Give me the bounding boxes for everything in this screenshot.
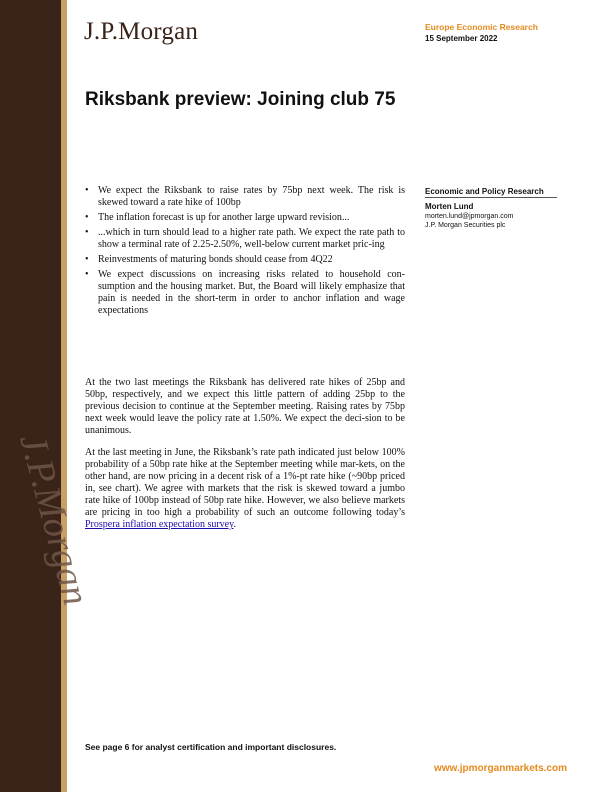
sidebar-stripe [61, 0, 67, 792]
analyst-email: morten.lund@jpmorgan.com [425, 213, 514, 220]
report-date: 15 September 2022 [425, 34, 498, 43]
body-paragraph-text: At the last meeting in June, the Riksbank’s rate path indicated just below 100% probability of a 50bp rate hike at the September meeting while mar-kets, on the other hand, are now pricing in a decent risk of a 1%-pt rate hike (~90bp priced in, see chart). We agree with markets that the risk is skewed toward a jumbo rate hike of 100bp instead of 50bp rate hike. However, we also believe markets are pricing in too high a probability of such an outcome following today’s [85, 447, 405, 518]
jpmorgan-logo: J.P.Morgan [84, 18, 199, 45]
body-paragraph: At the two last meetings the Riksbank has delivered rate hikes of 25bp and 50bp, respectively, and we expect this little pattern of adding 25bp to the previous decision to continue at the September meeting. Raising rates by 75bp next week would leave the policy rate at 1.50%. We expect the deci-sion to be unanimous. [85, 377, 405, 436]
department-label: Europe Economic Research [425, 22, 538, 32]
analyst-box [425, 187, 557, 230]
key-points-list [85, 185, 405, 320]
key-point-item: • Reinvestments of maturing bonds should cease from 4Q22 [85, 254, 405, 266]
disclosure-note: See page 6 for analyst certification and important disclosures. [85, 742, 337, 752]
website-link[interactable]: www.jpmorganmarkets.com [434, 763, 567, 774]
analyst-name: Morten Lund [425, 202, 474, 211]
body-text [85, 377, 405, 541]
analyst-firm: J.P. Morgan Securities plc [425, 222, 506, 229]
sidebar-watermark-text: J.P.Morgan [11, 429, 98, 610]
sidebar-watermark-logo [0, 429, 98, 690]
body-paragraph-end: . [233, 519, 236, 530]
key-point-item: • ...which in turn should lead to a higher rate path. We expect the rate path to show a terminal rate of 2.25-2.50%, well-below current market pric-ing [85, 227, 405, 251]
key-point-item: • We expect the Riksbank to raise rates by 75bp next week. The risk is skewed toward a rate hike of 100bp [85, 185, 405, 209]
analyst-section-heading: Economic and Policy Research [425, 187, 557, 198]
body-paragraph [85, 447, 405, 531]
prospera-survey-link[interactable]: Prospera inflation expectation survey [85, 519, 234, 530]
key-point-item: • The inflation forecast is up for another large upward revision... [85, 212, 405, 224]
key-point-item: • We expect discussions on increasing risks related to household con-sumption and the housing market. But, the Board will likely emphasize that pain is needed in the short-term in order to anchor inflation and wage expectations [85, 269, 405, 317]
report-title: Riksbank preview: Joining club 75 [85, 89, 396, 110]
